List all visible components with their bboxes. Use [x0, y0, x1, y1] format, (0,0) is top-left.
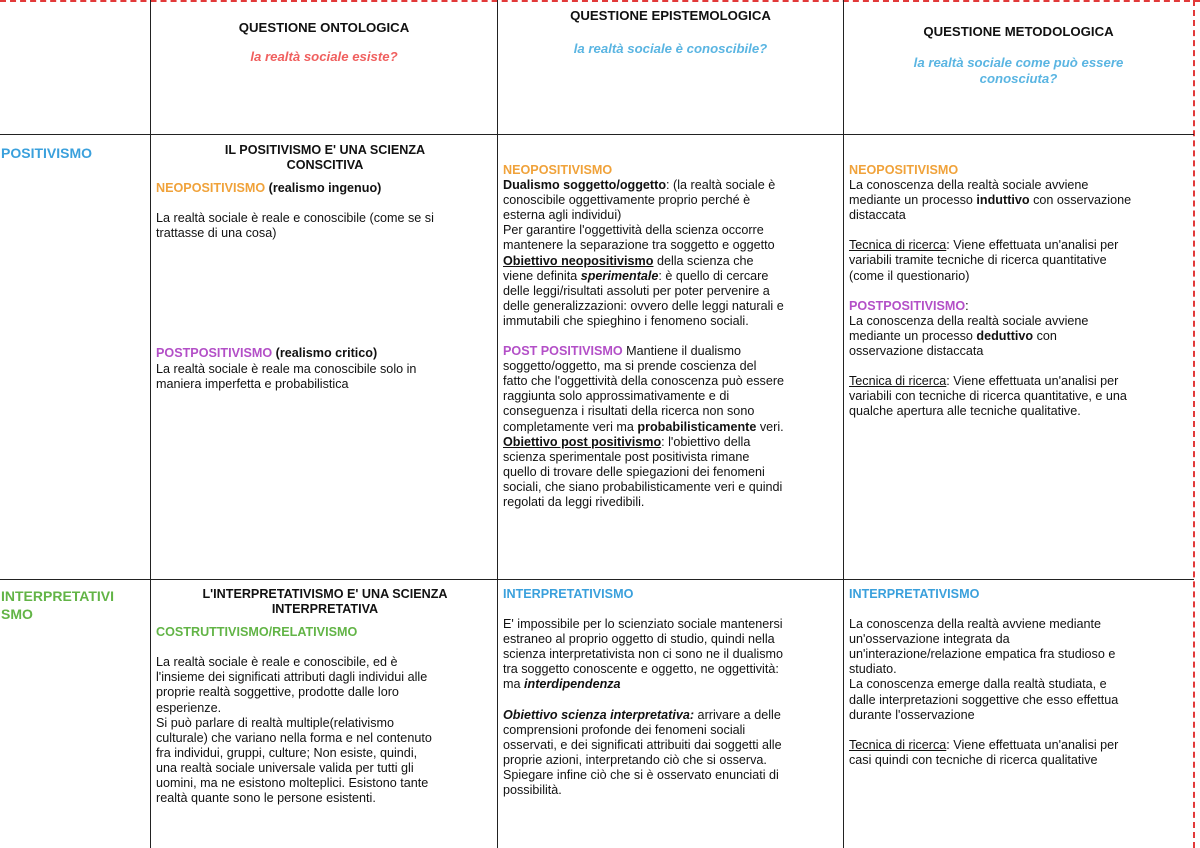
- neopositivismo-heading: NEOPOSITIVISMO (realismo ingenuo): [156, 181, 382, 196]
- row-divider: [0, 134, 1194, 135]
- header-question: la realtà sociale è conoscibile?: [573, 41, 768, 56]
- section-title: L'INTERPRETATIVISMO E' UNA SCIENZA INTERPRETATIVA: [202, 587, 448, 617]
- cell-interpretativismo-ontologica: L'INTERPRETATIVISMO E' UNA SCIENZA INTERPRETATIVA COSTRUTTIVISMO/RELATIVISMO La realtà sociale è reale e conoscibile, ed è l'insieme dei significati attributi dagli individui alle proprie realtà soggettive, prodotte dalle loro esperienze. Si può parlare di realtà multiple(relativismo culturale) che variano nella forma e nel contenuto fra individui, gruppi, culture; Non esiste, quindi, una realtà sociale universale valida per tutti gli uomini, ma ne esistono molteplici. Esistono tante realtà quante sono le persone esistenti.: [156, 587, 494, 806]
- column-divider: [150, 0, 151, 848]
- row-label-interpretativismo: INTERPRETATIVI SMO: [1, 588, 115, 622]
- header-question: la realtà sociale esiste?: [250, 49, 398, 64]
- header-ontologica: [151, 20, 497, 65]
- column-divider: [497, 0, 498, 848]
- postpositivismo-heading: POSTPOSITIVISMO: [849, 298, 966, 313]
- costruttivismo-heading: COSTRUTTIVISMO/RELATIVISMO: [156, 625, 358, 640]
- page-top-border: [0, 0, 1200, 2]
- cell-positivismo-epistemologica: NEOPOSITIVISMO Dualismo soggetto/oggetto: (la realtà sociale è conoscibile oggettivamente proprio perché è esterna agli individui) Per garantire l'oggettività della scienza occorre mantenere la separazione tra soggetto e oggetto Obiettivo neopositivismo della scienza che viene definita sperimentale: è quello di cercare delle leggi/risultati assoluti per poter pervenire a delle generalizzazioni: ovvero delle leggi naturali e immutabili che spieghino i fenomeno sociali. POST POSITIVISMO Mantiene il dualismo soggetto/oggetto, ma si prende coscienza del fatto che l'oggettività della conoscenza può essere raggiunta solo approssimativamente e di conseguenza i risultati della ricerca non sono completamente veri ma probabilisticamente veri. Obiettivo post positivismo: l'obiettivo della scienza sperimentale post positivista rimane quello di trovare delle spiegazioni dei fenomeni sociali, che siano probabilisticamente veri e quindi regolati da leggi rivedibili.: [503, 163, 841, 510]
- neopositivismo-heading: NEOPOSITIVISMO: [849, 163, 959, 177]
- column-divider: [843, 0, 844, 848]
- cell-positivismo-metodologica: NEOPOSITIVISMO La conoscenza della realtà sociale avviene mediante un processo induttivo con osservazione distaccata Tecnica di ricerca: Viene effettuata un'analisi per variabili tramite tecniche di ricerca quantitative (come il questionario) POSTPOSITIVISMO: La conoscenza della realtà sociale avviene mediante un processo deduttivo con osservazione distaccata Tecnica di ricerca: Viene effettuata un'analisi per variabili con tecniche di ricerca quantitative, e una qualche apertura alle tecniche qualitative.: [849, 163, 1191, 419]
- row-label-positivismo: POSITIVISMO: [1, 145, 93, 161]
- cell-positivismo-ontologica: IL POSITIVISMO E' UNA SCIENZA CONSCITIVA NEOPOSITIVISMO (realismo ingenuo) La realtà sociale è reale e conoscibile (come se si trattasse di una cosa) POSTPOSITIVISMO (realismo critico) La realtà sociale è reale ma conoscibile solo in maniera imperfetta e probabilistica: [156, 143, 494, 392]
- header-title: QUESTIONE ONTOLOGICA: [238, 20, 410, 35]
- postpositivismo-heading: POST POSITIVISMO: [503, 344, 623, 359]
- page-right-border: [1193, 0, 1195, 848]
- postpositivismo-heading: POSTPOSITIVISMO (realismo critico): [156, 346, 378, 361]
- interpretativismo-heading: INTERPRETATIVISMO: [503, 587, 634, 601]
- cell-interpretativismo-epistemologica: INTERPRETATIVISMO E' impossibile per lo scienziato sociale mantenersi estraneo al proprio oggetto di studio, quindi nella scienza interpretativista non ci sono ne il dualismo tra soggetto conoscente e oggetto, ne oggettività: ma interdipendenza Obiettivo scienza interpretativa: arrivare a delle comprensioni profonde dei fenomeni sociali osservati, e dei significati attribuiti dai soggetti alle proprie azioni, interpretando ciò che si osserva. Spiegare infine ciò che si è osservato enunciati di possibilità.: [503, 587, 841, 798]
- header-epistemologica: [498, 8, 843, 57]
- section-title: IL POSITIVISMO E' UNA SCIENZA CONSCITIVA: [224, 143, 426, 173]
- header-metodologica: [844, 24, 1193, 87]
- neopositivismo-heading: NEOPOSITIVISMO: [503, 163, 613, 177]
- header-question: la realtà sociale come può essere conosciuta?: [913, 55, 1124, 86]
- header-title: QUESTIONE EPISTEMOLOGICA: [570, 8, 771, 23]
- header-title: QUESTIONE METODOLOGICA: [923, 24, 1114, 39]
- row-divider: [0, 579, 1194, 580]
- interpretativismo-heading: INTERPRETATIVISMO: [849, 587, 980, 601]
- cell-interpretativismo-metodologica: INTERPRETATIVISMO La conoscenza della realtà avviene mediante un'osservazione integrata da un'interazione/relazione empatica fra studioso e studiato. La conoscenza emerge dalla realtà studiata, e dalle interpretazioni soggettive che esso effettua durante l'osservazione Tecnica di ricerca: Viene effettuata un'analisi per casi quindi con tecniche di ricerca qualitative: [849, 587, 1191, 768]
